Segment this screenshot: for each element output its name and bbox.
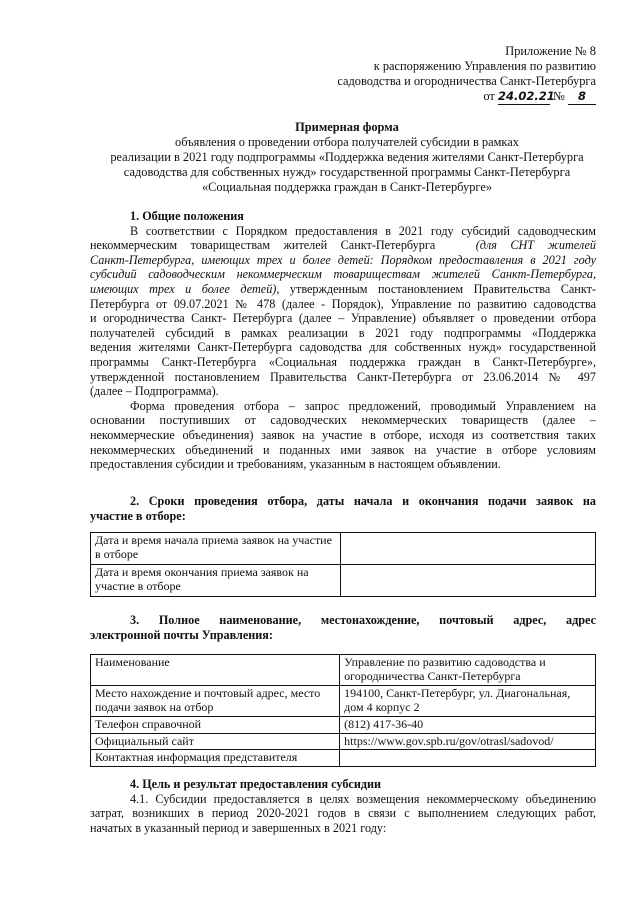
table-cell-value	[340, 533, 595, 565]
appendix-number: Приложение № 8	[505, 44, 596, 58]
section-2-heading	[90, 494, 596, 523]
line-part: некоммерческим товариществам жителей Санкт-Петербурга	[90, 238, 436, 253]
table-cell-label: Телефон справочной	[91, 717, 340, 734]
appendix-header	[300, 44, 596, 105]
appendix-date-line	[300, 89, 596, 105]
appendix-line-2: к распоряжению Управления по развитию	[373, 59, 596, 73]
paragraph-line: Петербурга от 09.07.2021 № 478 (далее - Порядок), Управление по развитию садоводства	[90, 296, 596, 311]
table-cell-label: Наименование	[91, 655, 340, 686]
paragraph-line: получателей субсидий в рамках реализации в 2021 году подпрограммы «Поддержка	[90, 325, 596, 340]
paragraph-line	[90, 282, 596, 297]
table-row	[91, 565, 596, 597]
section-4-heading: 4. Цель и результат предоставления субсидии	[130, 777, 382, 791]
paragraph-line: начатых в указанный период и завершенных в 2021 году:	[90, 820, 387, 835]
table-cell-value: (812) 417-36-40	[340, 717, 596, 734]
table-cell-label: Официальный сайт	[91, 733, 340, 750]
paragraph-line: некоммерческих объединений и поданных ими заявок на участие в отборе условиям	[90, 442, 596, 457]
paragraph-line: (далее – Подпрограмма).	[90, 384, 219, 399]
table-row	[91, 686, 596, 717]
line-part: , утвержденным постановлением Правительства Санкт-	[276, 281, 596, 296]
paragraph-line: некоммерческие объединения) заявок на участие в отборе, исходя из соответствия таких	[90, 427, 596, 442]
title-line-2: реализации в 2021 году подпрограммы «Поддержка ведения жителями Санкт-Петербурга	[110, 150, 584, 164]
from-label: от	[483, 89, 495, 103]
paragraph-line: субсидий садоводческим некоммерческим товариществам жителей Санкт-Петербурга,	[90, 267, 596, 282]
paragraph-line: предоставления субсидии и требованиям, указанным в настоящем объявлении.	[90, 457, 501, 472]
paragraph-line: 4.1. Субсидии предоставляется в целях возмещения некоммерческому объединению	[130, 791, 596, 806]
heading-line: 2. Сроки проведения отбора, даты начала и окончания подачи заявок на	[130, 494, 596, 508]
title-line-4: «Социальная поддержка граждан в Санкт-Петербурге»	[201, 180, 493, 194]
table-cell-value	[340, 565, 595, 597]
paragraph-line: затрат, возникших в период 2020-2021 годов в связи с выполнением следующих работ,	[90, 806, 596, 821]
handwritten-number: 8	[577, 89, 586, 103]
table-row	[91, 533, 596, 565]
paragraph-line: основании поступивших от садоводческих некоммерческих товариществ (далее –	[90, 413, 596, 428]
line-part-italic: (для СНТ жителей	[475, 238, 597, 253]
table-row	[91, 750, 596, 767]
table-cell-label: Дата и время окончания приема заявок на участие в отборе	[91, 565, 341, 597]
paragraph-line: Санкт-Петербурга, имеющих трех и более детей: Порядком предоставления в 2021 году	[90, 252, 596, 267]
section-1-paragraph-1	[90, 224, 596, 399]
paragraph-line: и огородничества Санкт- Петербурга (далее – Управление) объявляет о проведении отбора	[90, 311, 596, 326]
number-label: №	[553, 89, 565, 103]
section-3-heading	[90, 613, 596, 642]
date-field	[497, 89, 555, 105]
heading-line: участие в отборе:	[90, 508, 186, 523]
paragraph-line: утвержденной постановлением Правительства Санкт-Петербурга от 23.06.2014 № 497	[90, 369, 596, 384]
title-line-3: садоводства для собственных нужд» государственной программы Санкт-Петербурга	[123, 165, 571, 179]
table-row	[91, 733, 596, 750]
heading-line: электронной почты Управления:	[90, 627, 273, 642]
paragraph-line	[90, 238, 596, 253]
management-info-table	[90, 654, 596, 767]
section-1	[90, 209, 596, 472]
dates-table	[90, 532, 596, 597]
paragraph-line: ведения жителями Санкт-Петербурга садоводства для собственных нужд» государственной	[90, 340, 596, 355]
paragraph-line: Форма проведения отбора – запрос предложений, проводимый Управлением на	[130, 398, 596, 413]
heading-line: 3. Полное наименование, местонахождение, почтовый адрес, адрес	[130, 613, 596, 627]
line-part-italic: имеющих трех и более детей)	[90, 281, 277, 296]
handwritten-date: 24.02.21	[497, 89, 555, 103]
table-cell-value: https://www.gov.spb.ru/gov/otrasl/sadovod/	[340, 733, 596, 750]
section-1-paragraph-2	[90, 399, 596, 472]
table-row	[91, 717, 596, 734]
title-heading: Примерная форма	[295, 120, 399, 134]
table-cell-value: 194100, Санкт-Петербург, ул. Диагональная, дом 4 корпус 2	[340, 686, 596, 717]
title-line-1: объявления о проведении отбора получателей субсидии в рамках	[175, 135, 519, 149]
table-cell-value	[340, 750, 596, 767]
table-cell-value: Управление по развитию садоводства и огородничества Санкт-Петербурга	[340, 655, 596, 686]
paragraph-line: В соответствии с Порядком предоставления в 2021 году субсидий садоводческим	[130, 223, 596, 238]
number-field	[568, 89, 596, 105]
section-1-heading: 1. Общие положения	[130, 209, 244, 223]
paragraph-line: программы Санкт-Петербурга «Социальная поддержка граждан в Санкт-Петербурге»,	[90, 354, 596, 369]
table-row	[91, 655, 596, 686]
document-title	[80, 120, 614, 195]
section-4	[90, 777, 596, 835]
table-cell-label: Дата и время начала приема заявок на участие в отборе	[91, 533, 341, 565]
appendix-line-3: садоводства и огородничества Санкт-Петербурга	[337, 74, 596, 88]
table-cell-label: Контактная информация представителя	[91, 750, 340, 767]
table-cell-label: Место нахождение и почтовый адрес, место подачи заявок на отбор	[91, 686, 340, 717]
